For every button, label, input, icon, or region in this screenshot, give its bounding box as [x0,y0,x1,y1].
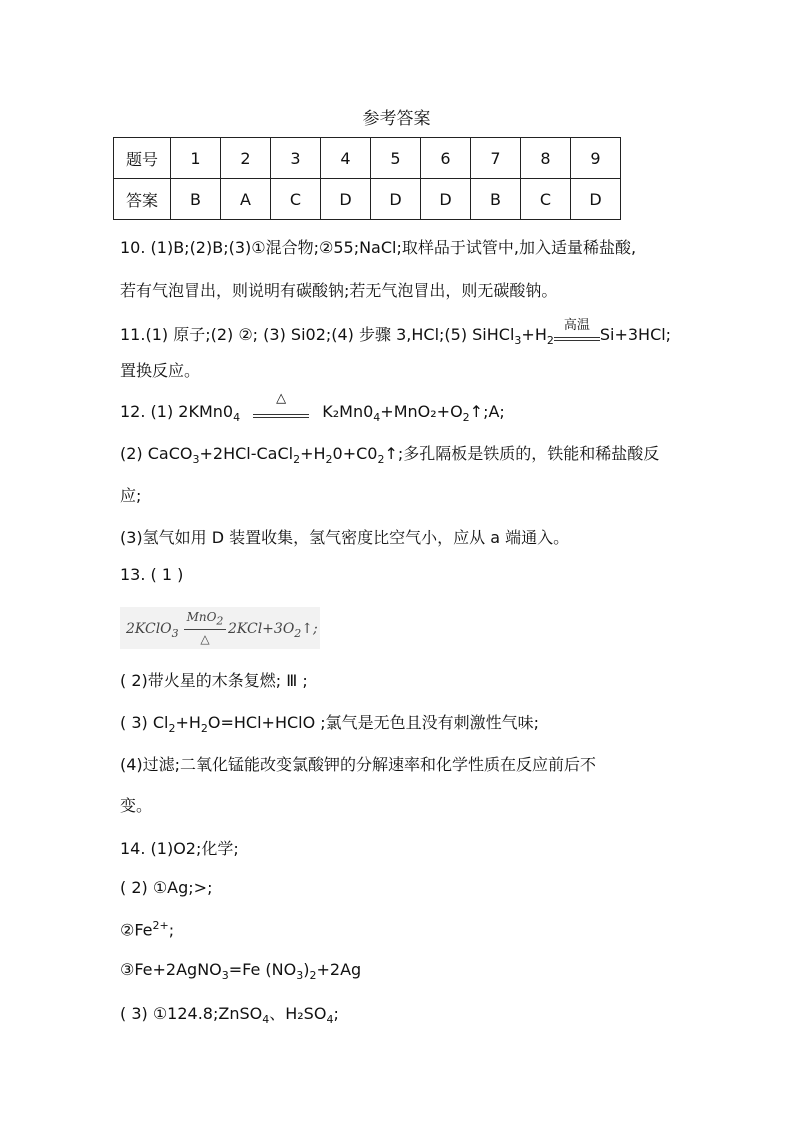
page-title: 参考答案 [362,109,431,129]
text: Si+3HCl; [599,325,672,344]
text: ( 3) ①124.8;ZnSO [120,1004,263,1023]
subscript: 4 [262,1013,270,1027]
reaction-condition: 高温 [563,317,590,333]
text: 0+C0 [332,444,378,463]
subscript: 2 [309,969,317,983]
text: ↑;多孔隔板是铁质的，铁能和稀盐酸反 [384,444,660,463]
text: O=HCl+HClO ;氯气是无色且没有刺激性气味; [207,713,540,732]
reaction-arrow [554,317,600,341]
answer-10-line-1: 10. (1)B;(2)B;(3)①混合物;②55;NaCl;取样品于试管中,加入适量稀盐酸, [120,238,637,257]
answer-11-line-1 [120,317,672,348]
table-cell: D [421,179,471,220]
text: (2) CaCO [120,444,193,463]
table-cell: B [471,179,521,220]
subscript: 3 [171,626,179,640]
table-cell: 2 [221,138,271,179]
subscript: 4 [233,411,241,425]
answer-14-line-4 [120,960,361,982]
subscript: 3 [514,334,522,348]
catalyst [186,610,224,628]
heat-symbol: △ [200,632,210,647]
subscript: 2 [546,334,554,348]
table-cell: 7 [471,138,521,179]
text: 11.(1) 原子;(2) ②; (3) Si02;(4) 步骤 3,HCl;(5) SiHCl [120,325,515,344]
answer-10-line-2: 若有气泡冒出，则说明有碳酸钠;若无气泡冒出，则无碳酸钠。 [120,281,558,300]
formula-condition [184,610,226,646]
answer-12-line-3: 应; [120,486,142,505]
answer-table [113,137,621,220]
text: 2KClO [126,621,172,637]
text: ; [168,920,175,940]
table-cell: A [221,179,271,220]
table-cell: D [321,179,371,220]
answer-14-line-2: ( 2) ①Ag;>; [120,878,213,897]
table-cell: 3 [271,138,321,179]
text: 2KCl+3O [228,621,295,637]
subscript: 4 [373,411,381,425]
table-cell: 5 [371,138,421,179]
answer-12-line-2 [120,441,659,466]
table-cell: 9 [571,138,621,179]
subscript: 2 [325,453,333,467]
row-header-answer: 答案 [114,179,171,220]
answer-13-line-4: (4)过滤;二氧化锰能改变氯酸钾的分解速率和化学性质在反应前后不 [120,755,597,774]
subscript: 2 [462,411,470,425]
text: MnO [186,610,217,624]
text: ( 3) Cl [120,713,169,732]
text: 12. (1) 2KMn0 [120,402,234,421]
text: =Fe (NO [228,960,297,979]
formula-lhs [126,621,179,640]
subscript: 2 [168,722,176,736]
answer-13-line-5: 变。 [120,796,153,815]
text: +H [521,325,547,344]
text: +H [300,444,326,463]
table-cell: C [271,179,321,220]
table-cell: 6 [421,138,471,179]
text: 、H₂SO [269,1004,327,1023]
subscript: 3 [192,453,200,467]
text: ③Fe+2AgNO [120,960,222,979]
subscript: 2 [216,614,224,628]
text: ↑;A; [469,402,505,421]
reaction-condition: △ [276,390,287,406]
subscript: 3 [296,969,304,983]
answer-11-line-2: 置换反应。 [120,361,201,380]
answer-12-line-1 [120,390,505,425]
table-row-answers [114,179,621,220]
answer-14-line-3 [120,919,174,939]
table-cell: 1 [171,138,221,179]
text: +H [175,713,201,732]
subscript: 2 [200,722,208,736]
text: +MnO₂+O [380,402,463,421]
row-header-number: 题号 [114,138,171,179]
text: ; [333,1004,339,1023]
subscript: 4 [326,1013,334,1027]
subscript: 2 [293,453,301,467]
answer-13-line-1: 13. ( 1 ) [120,565,184,584]
formula-rhs [228,621,318,640]
superscript: 2+ [152,919,169,932]
table-cell: 4 [321,138,371,179]
answer-14-line-1: 14. (1)O2;化学; [120,839,239,858]
subscript: 2 [377,453,385,467]
text: ↑; [301,621,318,637]
table-cell: B [171,179,221,220]
answer-14-line-5 [120,1001,339,1026]
text: ) [303,960,310,979]
answer-13-line-3 [120,710,539,735]
reaction-arrow [253,390,309,418]
table-cell: 8 [521,138,571,179]
answer-12-line-4: (3)氢气如用 D 装置收集，氢气密度比空气小，应从 a 端通入。 [120,528,570,547]
subscript: 2 [294,626,302,640]
text: +2Ag [316,960,362,979]
table-cell: D [371,179,421,220]
formula-image [120,607,320,649]
answer-13-line-2: ( 2)带火星的木条复燃; Ⅲ ; [120,671,308,690]
subscript: 3 [221,969,229,983]
table-cell: D [571,179,621,220]
table-cell: C [521,179,571,220]
text: ②Fe [120,920,153,940]
text: +2HCl-CaCl [199,444,294,463]
text: K₂Mn0 [322,402,374,421]
table-row-numbers [114,138,621,179]
